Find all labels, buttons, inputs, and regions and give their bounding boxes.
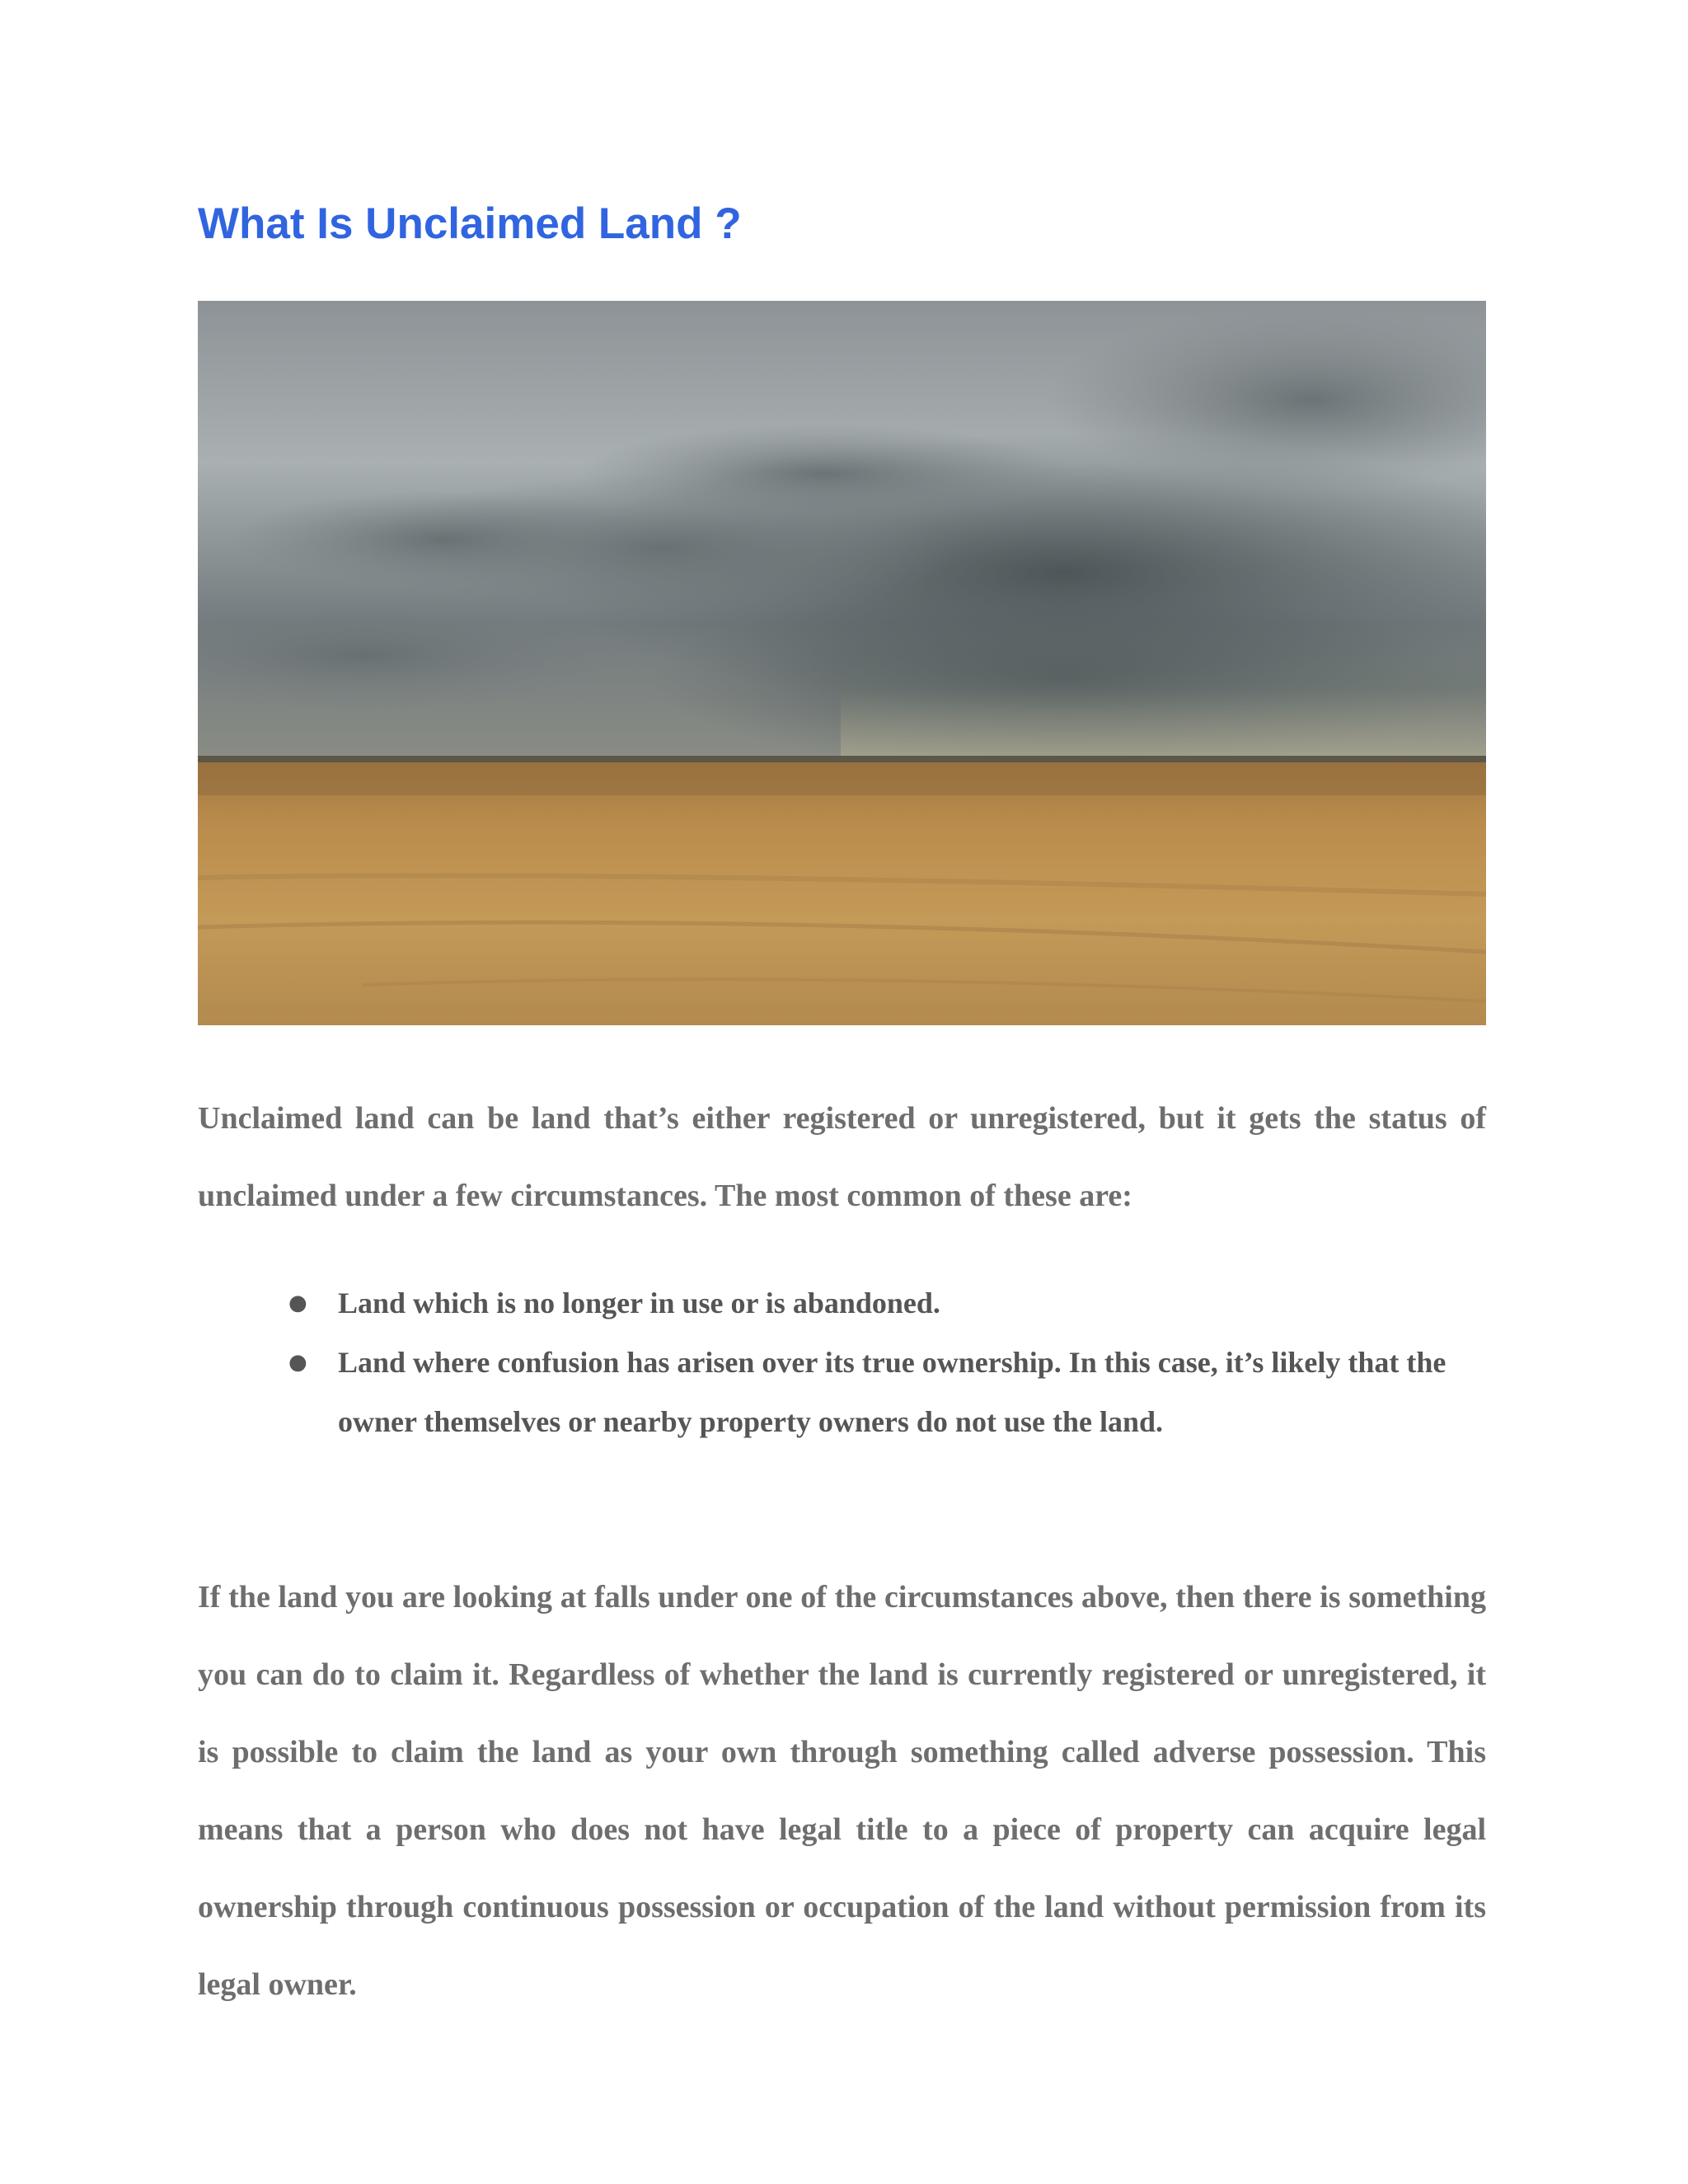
body-paragraph: If the land you are looking at falls under one of the circumstances above, then there is something you can do to claim it. Regardless of whether the land is currently registered or unregistered, it is possible to claim the land as your own through something called adverse possession. This means that a person who does not have legal title to a piece of property can acquire legal ownership through continuous possession or occupation of the land without permission from its legal owner. xyxy=(198,1580,1486,2002)
list-item xyxy=(198,1273,1486,1333)
bullet-icon: ● xyxy=(288,1291,307,1315)
circumstances-list xyxy=(198,1273,1486,1451)
list-item-text: Land where confusion has arisen over its true ownership. In this case, it’s likely that the owner themselves or nearby property owners do not use the land. xyxy=(338,1346,1447,1438)
intro-paragraph: Unclaimed land can be land that’s either registered or unregistered, but it gets the status of unclaimed under a few circumstances. The most common of these are: xyxy=(198,1101,1486,1213)
bullet-icon: ● xyxy=(288,1350,307,1375)
list-item-text: Land which is no longer in use or is abandoned. xyxy=(338,1286,940,1319)
list-item xyxy=(198,1333,1486,1451)
page-title: What Is Unclaimed Land ? xyxy=(198,199,742,248)
landscape-photo-icon xyxy=(198,301,1486,1025)
